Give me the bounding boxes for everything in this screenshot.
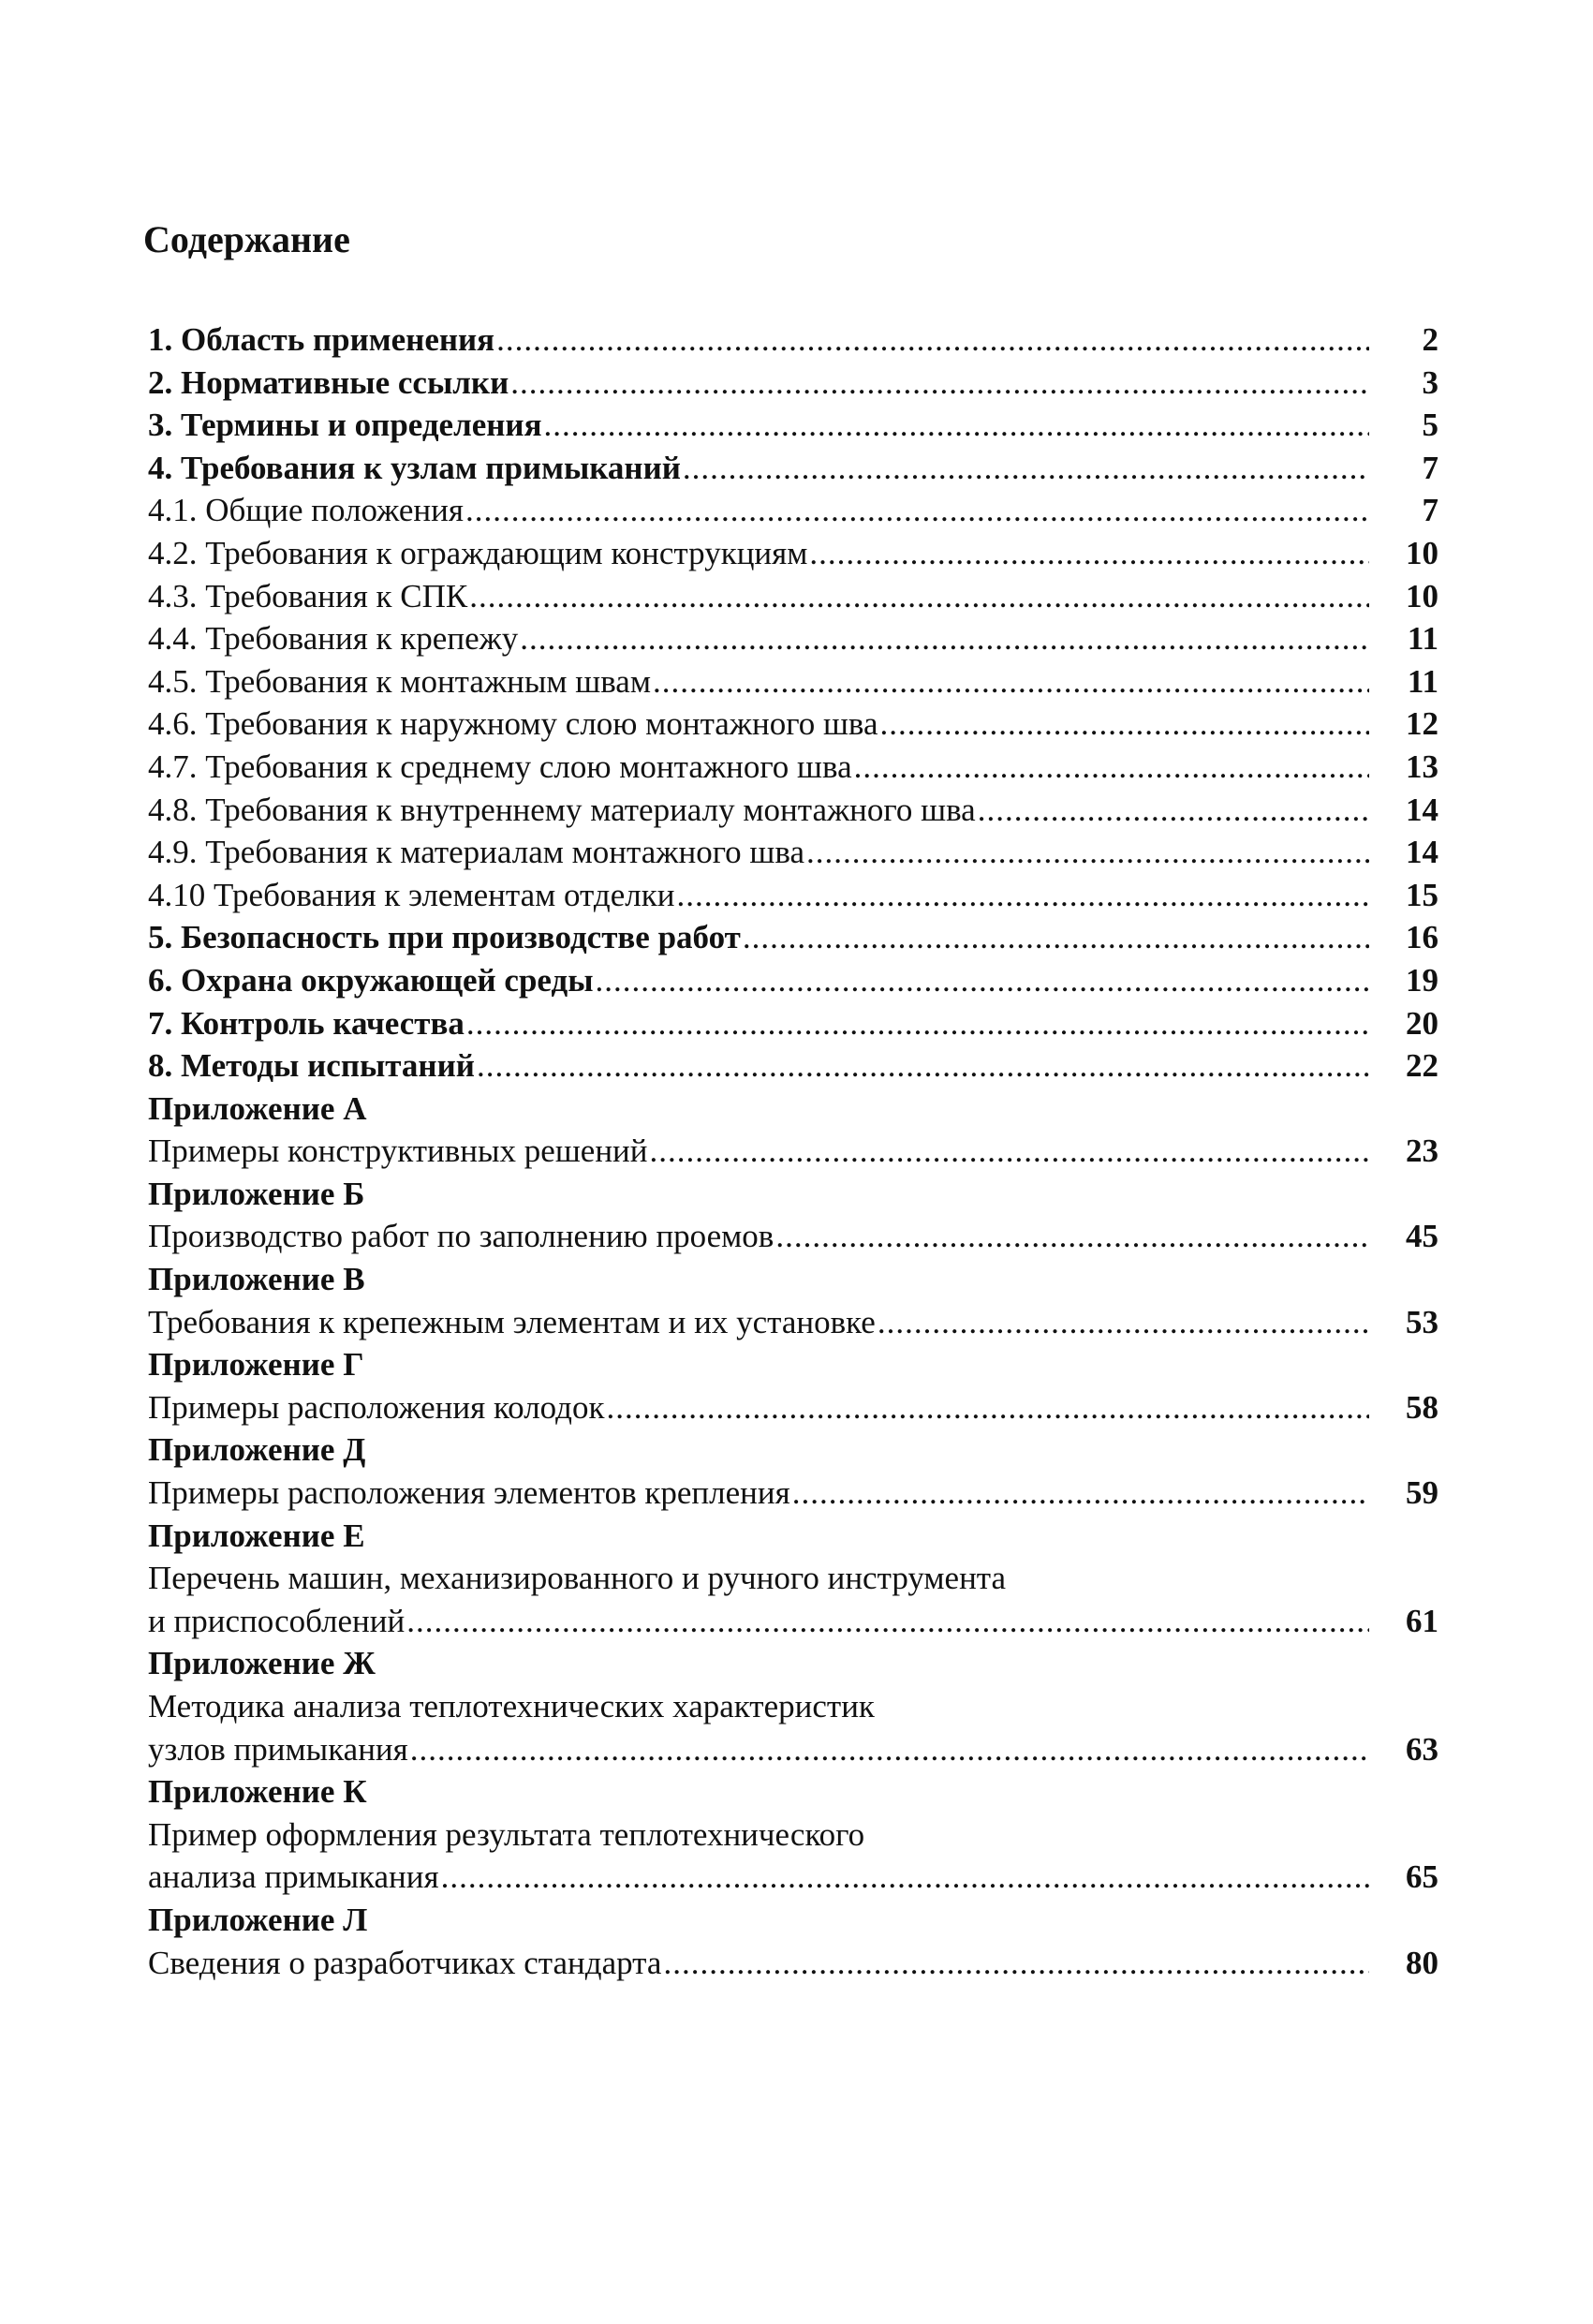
dot-leader: [596, 959, 1369, 1002]
dot-leader: [466, 1002, 1369, 1045]
toc-heading-text: Приложение Б: [148, 1175, 365, 1212]
dot-leader: [653, 660, 1369, 703]
toc-appendix-heading[interactable]: [148, 1173, 1438, 1216]
toc-entry-text: Примеры расположения элементов крепления: [148, 1474, 790, 1512]
toc-page-number: 3: [1422, 363, 1438, 401]
toc-appendix-heading[interactable]: [148, 1770, 1438, 1813]
toc-page-number: 14: [1406, 834, 1438, 871]
toc-page-number: 45: [1406, 1218, 1438, 1255]
toc-page-number: 80: [1406, 1944, 1438, 1981]
toc-entry[interactable]: [148, 746, 1438, 789]
toc-entry[interactable]: [148, 617, 1438, 660]
toc-heading-text: Приложение Е: [148, 1517, 365, 1554]
dot-leader: [650, 1130, 1369, 1173]
toc-entry[interactable]: [148, 916, 1438, 959]
toc-page-number: 65: [1406, 1858, 1438, 1896]
toc-page-number: 58: [1406, 1388, 1438, 1426]
toc-entry-text: 4. Требования к узлам примыканий: [148, 449, 681, 486]
toc-entry-text: 4.4. Требования к крепежу: [148, 620, 519, 658]
toc-entry[interactable]: [148, 318, 1438, 362]
dot-leader: [854, 746, 1369, 789]
toc-entry-text: 4.2. Требования к ограждающим конструкциям: [148, 534, 808, 571]
toc-entry-text: Производство работ по заполнению проемов: [148, 1218, 774, 1255]
toc-heading-text: Приложение Д: [148, 1431, 366, 1469]
toc-entry[interactable]: [148, 959, 1438, 1002]
toc-entry-text: анализа примыкания: [148, 1858, 439, 1896]
toc-entry[interactable]: [148, 874, 1438, 917]
dot-leader: [465, 489, 1369, 532]
toc-page-number: 2: [1422, 321, 1438, 358]
toc-page-number: 20: [1406, 1004, 1438, 1042]
toc-entry-text: 6. Охрана окружающей среды: [148, 961, 594, 999]
toc-page-number: 23: [1406, 1132, 1438, 1170]
toc-page-number: 10: [1406, 577, 1438, 614]
toc-page-number: 10: [1406, 534, 1438, 571]
toc-appendix-heading[interactable]: [148, 1258, 1438, 1301]
toc-page-number: 53: [1406, 1303, 1438, 1340]
toc-entry-text: 7. Контроль качества: [148, 1004, 465, 1042]
toc-entry-text: и приспособлений: [148, 1602, 406, 1639]
toc-entry-text: 2. Нормативные ссылки: [148, 363, 509, 401]
toc-entry[interactable]: [148, 1130, 1438, 1173]
toc-entry[interactable]: [148, 660, 1438, 703]
dot-leader: [607, 1386, 1370, 1429]
dot-leader: [809, 532, 1369, 575]
toc-entry-text: 4.6. Требования к наружному слою монтажного шва: [148, 705, 878, 743]
toc-page-number: 15: [1406, 876, 1438, 913]
toc-entry-text: Пример оформления результата теплотехнического: [148, 1815, 865, 1853]
toc-entry-text: Сведения о разработчиках стандарта: [148, 1944, 662, 1981]
toc-entry-text: 4.3. Требования к СПК: [148, 577, 468, 614]
toc-entry-text: 4.9. Требования к материалам монтажного шва: [148, 834, 804, 871]
toc-entry-line[interactable]: [148, 1557, 1438, 1600]
toc-entry[interactable]: [148, 1044, 1438, 1088]
toc-entry-text: 4.5. Требования к монтажным швам: [148, 662, 651, 700]
dot-leader: [806, 831, 1369, 874]
toc-page-number: 61: [1406, 1602, 1438, 1639]
toc-entry-text: Требования к крепежным элементам и их установке: [148, 1303, 876, 1340]
toc-page-number: 22: [1406, 1047, 1438, 1085]
toc-appendix-heading[interactable]: [148, 1088, 1438, 1131]
toc-page-number: 59: [1406, 1474, 1438, 1512]
dot-leader: [676, 874, 1369, 917]
toc-heading-text: Приложение В: [148, 1261, 365, 1298]
toc-entry[interactable]: [148, 1386, 1438, 1429]
dot-leader: [878, 1301, 1369, 1344]
dot-leader: [469, 575, 1369, 618]
toc-entry-text: Перечень машин, механизированного и ручного инструмента: [148, 1560, 1007, 1597]
toc-entry[interactable]: [148, 789, 1438, 832]
toc-page-number: 19: [1406, 961, 1438, 999]
toc-page-number: 7: [1422, 492, 1438, 529]
toc-entry-text: 8. Методы испытаний: [148, 1047, 475, 1085]
toc-page-number: 13: [1406, 748, 1438, 785]
toc-entry-text: Примеры расположения колодок: [148, 1388, 605, 1426]
toc-page-number: 63: [1406, 1730, 1438, 1768]
dot-leader: [544, 404, 1369, 447]
toc-page-number: 7: [1422, 449, 1438, 486]
dot-leader: [406, 1600, 1369, 1643]
dot-leader: [743, 916, 1369, 959]
toc-entry-text: Методика анализа теплотехнических характеристик: [148, 1688, 875, 1724]
toc-appendix-heading[interactable]: [148, 1515, 1438, 1558]
dot-leader: [775, 1215, 1369, 1258]
toc-appendix-heading[interactable]: [148, 1343, 1438, 1386]
toc-entry-text: 4.7. Требования к среднему слою монтажного шва: [148, 748, 852, 785]
dot-leader: [978, 789, 1369, 832]
toc-entry[interactable]: [148, 1002, 1438, 1045]
toc-entry-text: 3. Термины и определения: [148, 407, 542, 444]
toc-entry-text: 4.1. Общие положения: [148, 492, 464, 529]
toc-page-number: 5: [1422, 407, 1438, 444]
toc-entry[interactable]: [148, 575, 1438, 618]
toc-entry-text: 1. Область применения: [148, 321, 495, 358]
toc-heading-text: Приложение К: [148, 1773, 367, 1811]
dot-leader: [477, 1044, 1369, 1088]
dot-leader: [496, 318, 1369, 362]
page-title: Содержание: [143, 218, 350, 260]
toc-appendix-heading[interactable]: [148, 1899, 1438, 1942]
toc-entry[interactable]: [148, 1728, 1438, 1771]
toc-entry[interactable]: [148, 831, 1438, 874]
toc-entry-text: 5. Безопасность при производстве работ: [148, 919, 741, 956]
toc-entry-text: Примеры конструктивных решений: [148, 1132, 648, 1170]
dot-leader: [663, 1942, 1369, 1985]
toc-appendix-heading[interactable]: [148, 1428, 1438, 1472]
toc-page-number: 16: [1406, 919, 1438, 956]
toc-page-number: 12: [1406, 705, 1438, 743]
toc-entry[interactable]: [148, 362, 1438, 405]
toc-heading-text: Приложение Г: [148, 1346, 364, 1384]
toc-appendix-heading[interactable]: [148, 1642, 1438, 1685]
toc-page-number: 14: [1406, 791, 1438, 828]
toc-entry[interactable]: [148, 1942, 1438, 1985]
toc-entry[interactable]: [148, 703, 1438, 746]
toc-entry[interactable]: [148, 1856, 1438, 1899]
toc-entry-text: 4.10 Требования к элементам отделки: [148, 876, 675, 913]
dot-leader: [441, 1856, 1369, 1899]
toc-entry[interactable]: [148, 1600, 1438, 1643]
toc-entry[interactable]: [148, 489, 1438, 532]
dot-leader: [880, 703, 1369, 746]
dot-leader: [520, 617, 1369, 660]
dot-leader: [792, 1472, 1369, 1515]
toc-entry[interactable]: [148, 1472, 1438, 1515]
toc-heading-text: Приложение Л: [148, 1901, 368, 1938]
toc-heading-text: Приложение Ж: [148, 1645, 376, 1682]
toc-entry[interactable]: [148, 447, 1438, 490]
toc-page-number: 11: [1407, 620, 1438, 658]
toc-entry[interactable]: [148, 532, 1438, 575]
toc-entry-line[interactable]: [148, 1685, 1438, 1728]
dot-leader: [510, 362, 1369, 405]
toc-entry-text: 4.8. Требования к внутреннему материалу монтажного шва: [148, 791, 976, 828]
dot-leader: [410, 1728, 1369, 1771]
toc-entry-line[interactable]: [148, 1813, 1438, 1857]
toc-heading-text: Приложение А: [148, 1089, 367, 1127]
dot-leader: [683, 447, 1369, 490]
toc-entry[interactable]: [148, 1215, 1438, 1258]
toc-entry-text: узлов примыкания: [148, 1730, 408, 1768]
table-of-contents: [148, 318, 1438, 1984]
toc-page-number: 11: [1407, 662, 1438, 700]
toc-entry[interactable]: [148, 404, 1438, 447]
toc-entry[interactable]: [148, 1301, 1438, 1344]
